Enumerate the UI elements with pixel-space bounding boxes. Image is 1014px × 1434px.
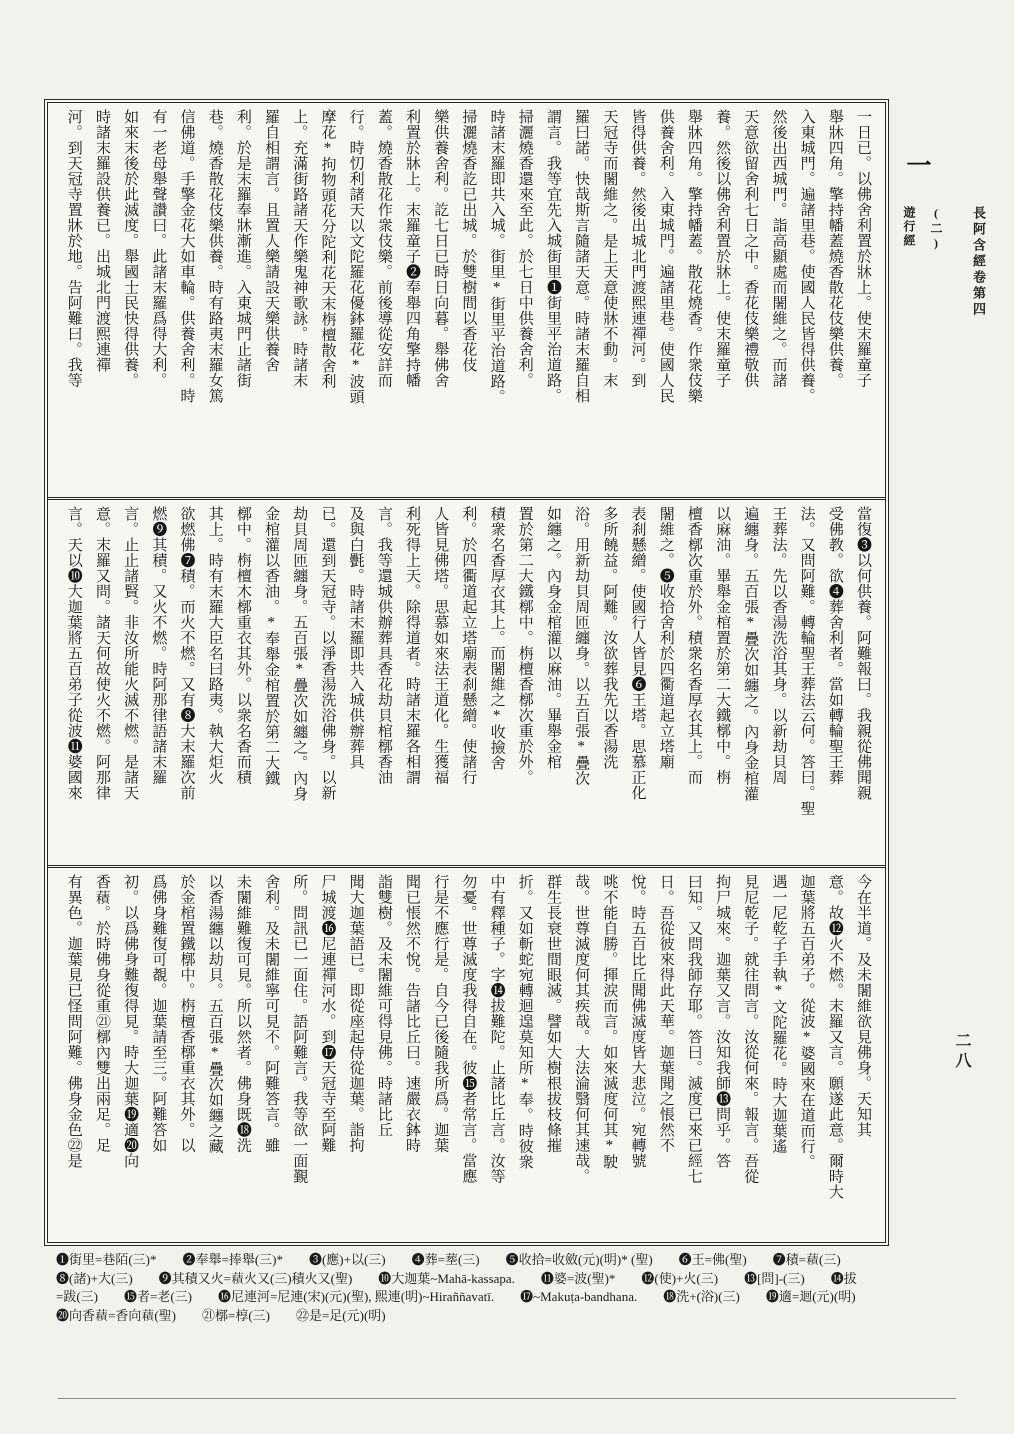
- text-column: 如纏之。內身金棺灌以麻油。畢舉金棺: [544, 506, 561, 770]
- text-column: 皆得供養。然後出城北門渡熙連禪河。到: [629, 109, 646, 388]
- text-column: 利死得上天。除得道者。時諸末羅各相謂: [404, 506, 420, 785]
- apparatus-footnotes: [56, 1251, 962, 1325]
- text-column: 浴。用新劫貝周匝纏身。以五百張*疊次: [573, 506, 590, 786]
- text-column: 法。又問阿難。轉輪聖王葬法云何。答曰。聖: [798, 506, 815, 816]
- text-column: 闍維之。❺收拾舍利於四衢道起立塔廟: [657, 506, 674, 770]
- text-column: 爲佛身難復可覩。迦葉請至三。阿難答如: [150, 874, 167, 1153]
- register-bottom: [48, 865, 885, 1242]
- text-column: 然後出西城門。詣高顯處而闍維之。而諸: [770, 109, 787, 388]
- text-column: 河。到天冠寺置牀於地。告阿難曰。我等: [65, 109, 82, 388]
- text-column: 舉牀四角。擎持幡蓋。散花燒香。作衆伎樂: [685, 109, 702, 404]
- text-column: 意。末羅又問。諸天何故使火不燃。阿那律: [93, 506, 110, 801]
- text-column: 王葬法。先以香湯洗浴其身。以新劫貝周: [770, 506, 787, 785]
- text-column: 中有釋種子。字⓮拔難陀。止諸比丘言。汝等: [488, 874, 505, 1184]
- text-frame: [44, 99, 889, 1246]
- text-column: 香𧂐。於時佛身從重㉑槨內雙出兩足。足: [93, 874, 110, 1153]
- text-column: 欲燃佛❼積。而火不燃。又有❽大末羅次前: [178, 506, 195, 801]
- text-column: 尸城渡⓰尼連禪河水。到⓱天冠寺至阿難: [319, 874, 336, 1153]
- text-column: 掃灑燒香訖已出城。於雙樹間以香花伎: [460, 109, 477, 373]
- register-top: [48, 103, 885, 497]
- text-column: 上。充滿街路諸天作樂鬼神歌詠。時諸末: [291, 109, 308, 388]
- text-column: 人皆見佛塔。思慕如來法王道化。生獲福: [432, 506, 449, 785]
- text-column: 未闍維難復可見。所以然者。佛身既⓲洗: [234, 874, 251, 1153]
- footnote-line: ❽(諸)+大(三) ❾其積又火=𧂐火又(三)積火又(聖) ❿大迦葉~Mahā-kassapa. ⓫婆=波(聖)* ⓬(使)+火(三) ⓭[問]-(三) ⓮拔: [56, 1270, 857, 1286]
- text-column: 今在半道。及未闍維欲見佛身。天知其: [855, 874, 871, 1138]
- text-column: 行是不應行是。自今已後隨我所爲。迦葉: [432, 874, 449, 1153]
- text-column: 樂供養舍利。訖七日已時日向暮。舉佛舍: [432, 109, 449, 388]
- text-column: 摩花*拘物頭花分陀利花天末栴檀散舍利: [319, 109, 336, 389]
- text-column: 見尼乾子。就往問言。汝從何來。報言。吾從: [742, 874, 759, 1184]
- text-column: 有一老母舉聲讚曰。此諸末羅爲得大利。: [150, 109, 167, 388]
- text-column: 時諸末羅即共入城。街里*街里平治道路。: [488, 109, 505, 405]
- text-column: 聞大迦葉語已。即從座起侍從迦葉。詣拘: [347, 874, 364, 1153]
- text-column: 詣雙樹。及未闍維可得見佛。時諸比丘: [375, 874, 392, 1138]
- margin-page-marker: 一: [903, 152, 930, 177]
- text-column: 謂言。我等宜先入城街里❶街里平治道路。: [544, 109, 561, 404]
- text-column: 以香湯纏以劫貝。五百張*疊次如纏之藏: [206, 874, 223, 1154]
- text-column: 表刹懸繒。使國行人皆見❻王塔。思慕正化: [629, 506, 646, 801]
- text-column: 燃❾其積。又火不燃。時阿那律語諸末羅: [150, 506, 167, 785]
- section-number: (二): [929, 206, 943, 252]
- text-column: 及與白㲲。時諸末羅即共入城供辦葬具: [347, 506, 364, 770]
- text-column: 巷。燒香散花伎樂供養。時有路夷末羅女篤: [206, 109, 223, 404]
- text-column: 初。以爲佛身難復得見。時大迦葉⓳適⓴向: [122, 874, 139, 1169]
- text-column: 聞已悵然不悅。告諸比丘曰。速嚴衣鉢時: [404, 874, 420, 1153]
- text-column: 於金棺置鐵槨中。栴檀香槨重衣其外。以: [178, 874, 195, 1153]
- text-frame-inner: [47, 102, 886, 1243]
- text-column: 多所饒益。阿難。汝欲葬我先以香湯洗: [601, 506, 618, 770]
- footnote-line: ❶街里=巷陌(三)* ❷奉舉=捧舉(三)* ❸(應)+以(三) ❹葬=塟(三) ❺收拾=收斂(元)(明)* (聖) ❻王=佛(聖) ❼積=𧂐(三): [56, 1252, 841, 1267]
- text-column: 蓋。燒香散花作衆伎樂。前後導從安詳而: [375, 109, 392, 388]
- text-column: 行。時忉利諸天以文陀羅花優鉢羅花*波頭: [347, 109, 364, 405]
- text-column: 檀香槨次重於外。積衆名香厚衣其上。而: [685, 506, 702, 785]
- text-column: 槨中。栴檀木槨重衣其外。以衆名香而積: [234, 506, 251, 785]
- text-column: 供養舍利。入東城門。遍諸里巷。使國人民: [657, 109, 674, 404]
- text-column: 遍纏身。五百張*疊次如纏之。內身金棺灌: [742, 506, 759, 802]
- text-column: 當復❸以何供養。阿難報曰。我親從佛聞親: [855, 506, 871, 801]
- text-column: 天冠寺而闍維之。是上天意使牀不動。末: [601, 109, 618, 388]
- text-column: 一日已。以佛舍利置於牀上。使末羅童子: [855, 109, 871, 388]
- text-column: 時諸末羅設供養已。出城北門渡熙連禪: [93, 109, 110, 373]
- text-column: 利置於牀上。末羅童子❷奉舉四角擎持幡: [404, 109, 420, 388]
- text-column: 積衆名香厚衣其上。而闍維之*收撿舍: [488, 506, 505, 771]
- text-column: 日。吾從彼來得此天華。迦葉聞之悵然不: [657, 874, 674, 1153]
- text-column: 羅曰諾。快哉斯言隨諸天意。時諸末羅自相: [573, 109, 590, 404]
- bottom-rule: [58, 1398, 956, 1399]
- text-column: 受佛教。欲❹葬舍利者。當如轉輪聖王葬: [826, 506, 843, 785]
- text-column: 羅自相謂言。且置人樂請設天樂供養舍: [263, 109, 280, 373]
- text-column: 咷不能自勝。揮涙而言。如來滅度何其*駛: [601, 874, 618, 1170]
- text-column: 其上。時有末羅大臣名曰路夷。執大炬火: [206, 506, 223, 785]
- text-column: 置於第二大鐵槨中。栴檀香槨次重於外。: [516, 506, 533, 785]
- text-column: 金棺灌以香油。*奉舉金棺置於第二大鐵: [263, 506, 280, 786]
- text-column: 言。止止諸賢。非汝所能火滅不燃。是諸天: [122, 506, 139, 801]
- text-column: 言。我等還城供辦葬具香花劫貝棺槨香油: [375, 506, 392, 785]
- text-column: 悅。時五百比丘聞佛滅度皆大悲泣。宛轉號: [629, 874, 646, 1169]
- running-title: [901, 206, 988, 318]
- text-column: 拘尸城來。迦葉又言。汝知我師⓭問乎。答: [714, 874, 731, 1169]
- text-column: 已。還到天冠寺。以淨香湯洗浴佛身。以新: [319, 506, 336, 801]
- text-column: 迦葉將五百弟子。從波*婆國來在道而行。: [798, 874, 815, 1170]
- text-column: 哉。世尊滅度何其疾哉。大法淪翳何其速哉。: [573, 874, 590, 1184]
- text-column: 意。故⓬火不燃。末羅又言。願遂此意。爾時大: [826, 874, 843, 1200]
- section-title: 遊行經: [902, 206, 916, 248]
- title-text: 長阿含經卷第四: [971, 206, 986, 318]
- text-column: 以麻油。畢舉金棺置於第二大鐵槨中。栴: [714, 506, 731, 785]
- text-column: 養。然後以佛舍利置於牀上。使末羅童子: [714, 109, 731, 388]
- text-column: 曰知。又問我師存耶。答曰。滅度已來已經七: [685, 874, 702, 1184]
- text-column: 勿憂。世尊滅度我得自在。彼⓯者常言。當應: [460, 874, 477, 1184]
- register-middle: [48, 497, 885, 865]
- text-column: 利。於是末羅奉牀漸進。入東城門止諸街: [234, 109, 251, 388]
- text-column: 天意欲留舍利七日之中。香花伎樂禮敬供: [742, 109, 759, 388]
- text-column: 遇一尼乾子手執*文陀羅花。時大迦葉遙: [770, 874, 787, 1154]
- text-column: 有異色。迦葉見已怪問阿難。佛身金色㉒是: [65, 874, 82, 1169]
- text-column: 信佛道。手擎金花大如車輪。供養舍利。時: [178, 109, 195, 404]
- folio-number: 二八: [953, 1032, 970, 1072]
- text-column: 入東城門。遍諸里巷。使國人民皆得供養。: [798, 109, 815, 404]
- text-column: 折。又如斬蛇宛轉迴遑莫知所*奉。時彼衆: [516, 874, 533, 1170]
- footnote-line: ⓴向香𧂐=香向𧂐(聖) ㉑槨=椁(三) ㉒是=足(元)(明): [56, 1307, 386, 1323]
- text-column: 劫貝周匝纏身。五百張*疊次如纏之。內身: [291, 506, 308, 802]
- text-column: 所。問訊已一面住。語阿難言。我等欲一面覲: [291, 874, 308, 1184]
- text-column: 利。於四衢道起立塔廟表刹懸繒。使諸行: [460, 506, 477, 785]
- footnote-line: =跋(三) ⓯者=老(三) ⓰尼連河=尼連(宋)(元)(聖), 熙連(明)~Hiraññavatī. ⓱~Makuṭa-bandhana. ⓲洗+(浴)(三) ⓳適=迴(元)(明): [56, 1289, 856, 1304]
- text-column: 舍利。及未闍維寧可見不。阿難答言。雖: [263, 874, 280, 1153]
- text-column: 舉牀四角。擎持幡蓋燒香散花伎樂供養。: [826, 109, 843, 388]
- text-column: 言。天以❿大迦葉將五百弟子從波⓫婆國來: [65, 506, 82, 801]
- text-column: 群生長衰世間眼滅。譬如大樹根拔枝條摧: [544, 874, 561, 1153]
- text-column: 掃灑燒香還來至此。於七日中供養舍利。: [516, 109, 533, 388]
- text-column: 如來末後於此滅度。舉國士民快得供養。: [122, 109, 139, 388]
